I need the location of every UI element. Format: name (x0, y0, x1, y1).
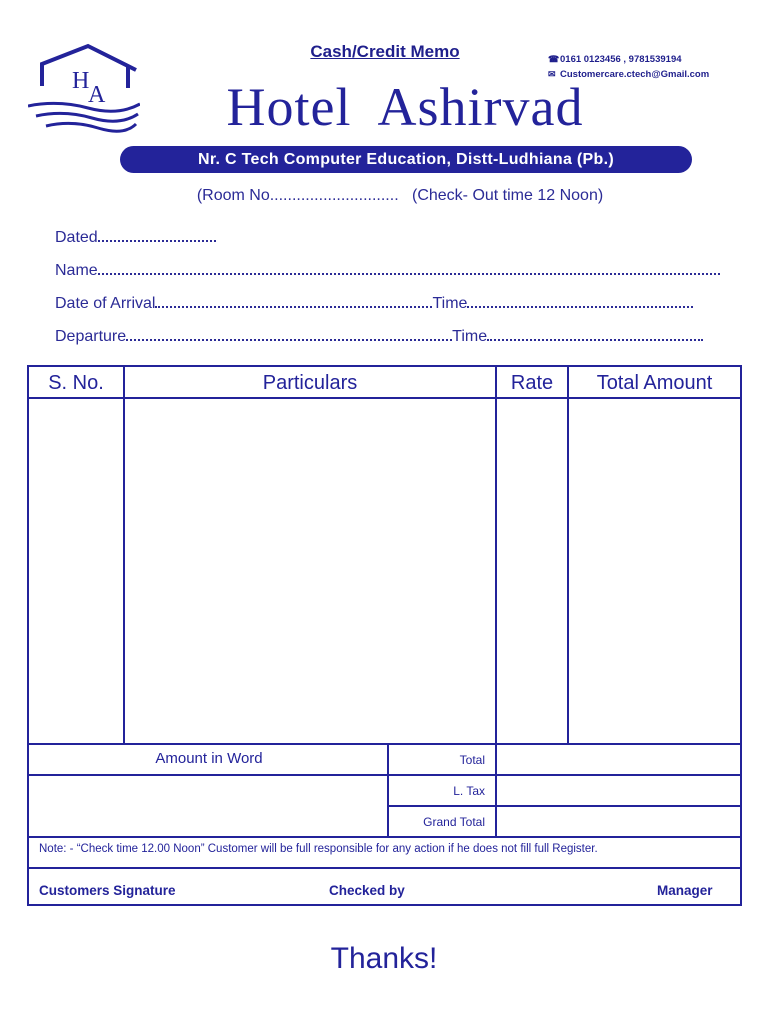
customer-signature-label: Customers Signature (39, 883, 176, 898)
departure-label: Departure (55, 328, 127, 345)
note-text: Note: - “Check time 12.00 Noon” Customer will be full responsible for any action if he does not fill full Register. (39, 843, 598, 855)
manager-label: Manager (657, 883, 713, 898)
hotel-logo-house-icon (28, 42, 140, 138)
grand-total-label: Grand Total (423, 815, 485, 829)
arrival-label: Date of Arrival (55, 295, 156, 312)
svg-text:H: H (72, 68, 90, 94)
room-checkout-line (0, 187, 768, 205)
departure-field[interactable] (55, 327, 703, 346)
address-banner: Nr. C Tech Computer Education, Distt-Ludhiana (Pb.) (120, 146, 692, 173)
phone-icon: ☎ (548, 54, 560, 64)
header-rate: Rate (510, 372, 554, 394)
hotel-logo (28, 42, 140, 138)
svg-text:A: A (88, 82, 106, 108)
name-field[interactable] (55, 261, 720, 280)
dated-label: Dated (55, 229, 98, 246)
hotel-name: Hotel Ashirvad (226, 77, 584, 137)
envelope-icon: ✉ (548, 69, 556, 79)
arrival-field[interactable] (55, 294, 693, 313)
thanks-text: Thanks! (330, 942, 438, 975)
bill-table (27, 365, 742, 906)
header-sno: S. No. (48, 372, 104, 394)
amount-in-word-label: Amount in Word (155, 750, 263, 767)
checkout-label: (Check- Out time 12 Noon) (411, 187, 604, 204)
name-label: Name (55, 262, 98, 279)
total-label: Total (459, 753, 485, 767)
phone-numbers: 0161 0123456 , 9781539194 (560, 54, 682, 65)
memo-title: Cash/Credit Memo (310, 42, 460, 61)
dated-field[interactable] (55, 228, 216, 247)
ltax-label: L. Tax (453, 784, 485, 798)
header-particulars: Particulars (262, 372, 358, 394)
departure-time-label: Time (452, 328, 488, 345)
checked-by-label: Checked by (329, 883, 405, 898)
header-total-amount: Total Amount (596, 372, 713, 394)
room-no-label: (Room No............................. (196, 187, 399, 204)
email-address: Customercare.ctech@Gmail.com (560, 69, 710, 80)
arrival-time-label: Time (432, 295, 468, 312)
